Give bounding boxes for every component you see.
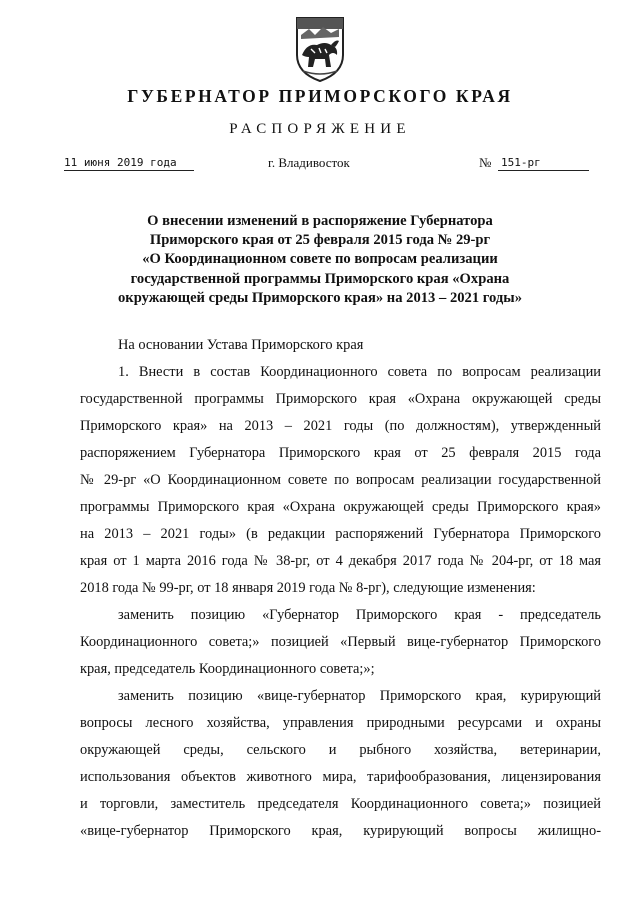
body-line: № 29-рг «О Координационном совете по вопросам реализации государственной — [80, 472, 601, 488]
title-line: окружающей среды Приморского края» на 2013 – 2021 годы» — [117, 289, 522, 306]
body-line: окружающей среды, сельского и рыбного хозяйства, ветеринарии, — [80, 742, 601, 758]
body-line: и торговли, заместитель председателя Координационного совета;» позицией — [80, 796, 601, 812]
body-line: Приморского края» на 2013 – 2021 годы (по должностям), утвержденный — [80, 418, 601, 434]
document-type: РАСПОРЯЖЕНИЕ — [229, 121, 411, 137]
coat-of-arms-icon — [293, 15, 347, 83]
title-line: государственной программы Приморского края «Охрана — [130, 270, 510, 287]
body-line: программы Приморского края «Охрана окружающей среды Приморского края» — [80, 499, 601, 515]
body-line: 2018 года № 99-рг, от 18 января 2019 года № 8-рг), следующие изменения: — [80, 580, 536, 596]
basis-line: На основании Устава Приморского края — [118, 337, 364, 353]
body-line: вопросы лесного хозяйства, управления природными ресурсами и охраны — [80, 715, 601, 731]
body-line: края, председатель Координационного совета;»; — [80, 661, 375, 677]
authority-title: ГУБЕРНАТОР ПРИМОРСКОГО КРАЯ — [127, 86, 513, 106]
body-line: заменить позицию «Губернатор Приморского края - председатель — [118, 607, 601, 623]
body-line: на 2013 – 2021 годы» (в редакции распоряжений Губернатора Приморского — [80, 526, 601, 542]
title-line: Приморского края от 25 февраля 2015 года № 29-рг — [149, 232, 491, 249]
title-line: О внесении изменений в распоряжение Губернатора — [147, 213, 493, 229]
body-line: края от 1 марта 2016 года № 38-рг, от 4 декабря 2017 года № 204-рг, от 18 мая — [80, 553, 601, 569]
body-line: использования объектов животного мира, тарифообразования, лицензирования — [80, 769, 601, 785]
document-number-label: № — [479, 155, 492, 170]
body-line: государственной программы Приморского края «Охрана окружающей среды — [80, 391, 601, 407]
document-city: г. Владивосток — [268, 155, 350, 170]
document-title — [90, 212, 550, 308]
document-number: 151-рг — [498, 156, 589, 171]
title-line: «О Координационном совете по вопросам реализации — [142, 251, 498, 268]
body-line: Координационного совета;» позицией «Первый вице-губернатор Приморского — [80, 634, 601, 650]
body-line: заменить позицию «вице-губернатор Приморского края, курирующий — [118, 688, 601, 704]
body-line: «вице-губернатор Приморского края, курирующий вопросы жилищно- — [80, 823, 601, 839]
body-line: 1. Внести в состав Координационного совета по вопросам реализации — [118, 364, 601, 380]
body-line: распоряжением Губернатора Приморского края от 25 февраля 2015 года — [80, 445, 601, 461]
document-date: 11 июня 2019 года — [64, 156, 194, 171]
